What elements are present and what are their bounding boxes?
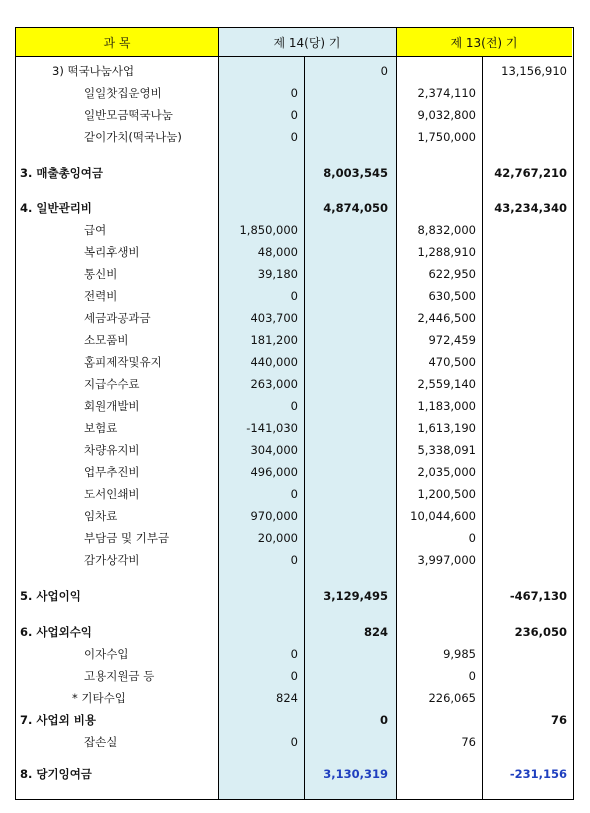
prior-detail-value: 2,446,500 (417, 311, 476, 325)
prior-total-value: 236,050 (514, 625, 567, 639)
current-total-value: 8,003,545 (323, 166, 388, 180)
row-label: 업무추진비 (84, 465, 140, 479)
row-label: 7. 사업외 비용 (20, 713, 96, 727)
header-prior-period: 제 13(전) 기 (396, 28, 572, 57)
current-detail-value: 0 (290, 130, 298, 144)
table-row (16, 462, 572, 483)
row-label: 고용지원금 등 (84, 669, 155, 683)
current-total-value: 0 (380, 64, 388, 78)
row-label: 통신비 (84, 267, 118, 281)
table-row (16, 550, 572, 571)
row-label: 차량유지비 (84, 443, 140, 457)
row-label: 8. 당기잉여금 (20, 767, 92, 781)
prior-detail-value: 5,338,091 (417, 443, 476, 457)
table-row (16, 220, 572, 241)
header-current-period: 제 14(당) 기 (218, 28, 396, 57)
table-row (16, 732, 572, 753)
table-row (16, 352, 572, 373)
table-row (16, 586, 572, 607)
table-row (16, 396, 572, 417)
prior-total-value: 76 (550, 713, 567, 727)
row-label: 잡손실 (84, 735, 118, 749)
current-detail-value: 0 (290, 487, 298, 501)
table-row (16, 764, 572, 785)
table-row (16, 286, 572, 307)
table-row (16, 418, 572, 439)
table-row (16, 61, 572, 82)
prior-detail-value: 470,500 (428, 355, 476, 369)
current-total-value: 824 (363, 625, 388, 639)
current-detail-value: 824 (276, 691, 298, 705)
row-label: 회원개발비 (84, 399, 140, 413)
current-detail-value: 0 (290, 735, 298, 749)
table-row (16, 127, 572, 148)
prior-detail-value: 0 (468, 669, 476, 683)
current-detail-value: 0 (290, 86, 298, 100)
row-label: 홈피제작및유지 (84, 355, 162, 369)
prior-detail-value: 76 (461, 735, 476, 749)
row-label: 보험료 (84, 421, 118, 435)
current-detail-value: 263,000 (250, 377, 298, 391)
table-row (16, 644, 572, 665)
row-label: 지급수수료 (84, 377, 140, 391)
current-detail-value: 304,000 (250, 443, 298, 457)
current-detail-value: 0 (290, 553, 298, 567)
table-row (16, 666, 572, 687)
current-detail-value: 440,000 (250, 355, 298, 369)
table-row (16, 198, 572, 219)
current-detail-value: 970,000 (250, 509, 298, 523)
current-detail-value: 20,000 (257, 531, 298, 545)
table-row (16, 688, 572, 709)
table-row (16, 308, 572, 329)
prior-detail-value: 9,032,800 (417, 108, 476, 122)
row-label: * 기타수입 (72, 691, 126, 705)
prior-total-value: 42,767,210 (494, 166, 567, 180)
prior-detail-value: 622,950 (428, 267, 476, 281)
current-detail-value: 0 (290, 289, 298, 303)
prior-detail-value: 972,459 (428, 333, 476, 347)
prior-detail-value: 1,183,000 (417, 399, 476, 413)
table-row (16, 330, 572, 351)
prior-detail-value: 1,288,910 (417, 245, 476, 259)
prior-detail-value: 8,832,000 (417, 223, 476, 237)
table-row (16, 374, 572, 395)
prior-detail-value: 1,200,500 (417, 487, 476, 501)
table-row (16, 105, 572, 126)
current-detail-value: 496,000 (250, 465, 298, 479)
table-row (16, 83, 572, 104)
row-label: 일반모금떡국나눔 (84, 108, 173, 122)
row-label: 3. 매출총잉여금 (20, 166, 104, 180)
table-row (16, 528, 572, 549)
prior-total-value: 43,234,340 (494, 201, 567, 215)
current-detail-value: 48,000 (257, 245, 298, 259)
table-row (16, 163, 572, 184)
current-total-value: 0 (379, 713, 388, 727)
table-row (16, 506, 572, 527)
row-label: 급여 (84, 223, 107, 237)
income-statement-table (15, 27, 574, 800)
prior-detail-value: 2,559,140 (417, 377, 476, 391)
row-label: 3) 떡국나눔사업 (52, 64, 135, 78)
table-row (16, 440, 572, 461)
table-row (16, 710, 572, 731)
prior-detail-value: 1,750,000 (417, 130, 476, 144)
prior-detail-value: 9,985 (443, 647, 476, 661)
row-label: 감가상각비 (84, 553, 140, 567)
header-subject: 과 목 (16, 28, 218, 57)
current-total-value: 3,129,495 (323, 589, 388, 603)
row-label: 이자수입 (84, 647, 129, 661)
current-detail-value: 0 (290, 647, 298, 661)
prior-detail-value: 10,044,600 (410, 509, 476, 523)
row-label: 6. 사업외수익 (20, 625, 92, 639)
current-detail-value: 403,700 (250, 311, 298, 325)
prior-total-value: -231,156 (509, 767, 567, 781)
prior-detail-value: 2,374,110 (417, 86, 476, 100)
table-row (16, 622, 572, 643)
prior-detail-value: 1,613,190 (417, 421, 476, 435)
current-detail-value: 181,200 (250, 333, 298, 347)
table-row (16, 264, 572, 285)
row-label: 전력비 (84, 289, 118, 303)
prior-detail-value: 630,500 (428, 289, 476, 303)
row-label: 소모품비 (84, 333, 129, 347)
row-label: 4. 일반관리비 (20, 201, 92, 215)
prior-detail-value: 0 (468, 531, 476, 545)
table-row (16, 484, 572, 505)
current-detail-value: 1,850,000 (239, 223, 298, 237)
row-label: 세금과공과금 (84, 311, 151, 325)
prior-detail-value: 3,997,000 (417, 553, 476, 567)
current-total-value: 4,874,050 (323, 201, 388, 215)
row-label: 같이가치(떡국나눔) (84, 130, 182, 144)
row-label: 부담금 및 기부금 (84, 531, 170, 545)
prior-total-value: 13,156,910 (501, 64, 567, 78)
current-detail-value: -141,030 (246, 421, 298, 435)
row-label: 일일찻집운영비 (84, 86, 162, 100)
current-detail-value: 0 (290, 108, 298, 122)
table-row (16, 242, 572, 263)
row-label: 임차료 (84, 509, 118, 523)
current-total-value: 3,130,319 (323, 767, 388, 781)
row-label: 도서인쇄비 (84, 487, 140, 501)
prior-detail-value: 2,035,000 (417, 465, 476, 479)
prior-detail-value: 226,065 (428, 691, 476, 705)
row-label: 복리후생비 (84, 245, 140, 259)
current-detail-value: 0 (290, 669, 298, 683)
prior-total-value: -467,130 (509, 589, 567, 603)
row-label: 5. 사업이익 (20, 589, 81, 603)
current-detail-value: 39,180 (257, 267, 298, 281)
current-detail-value: 0 (290, 399, 298, 413)
